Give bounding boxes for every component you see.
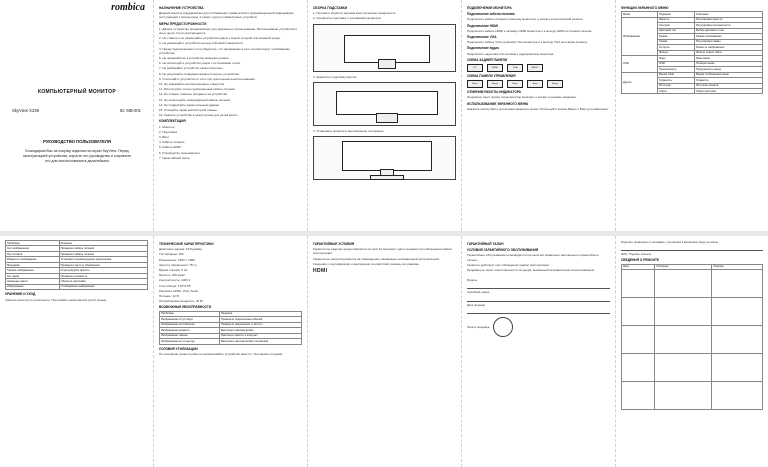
table-cell: Размытое изображение xyxy=(6,257,60,262)
section-text: Подключите кабель питания к разъёму монитора, а затем к электрической розетке. xyxy=(467,17,584,22)
table-cell: Резкость изображения xyxy=(695,45,763,50)
table-cell: Сброс xyxy=(658,88,695,93)
table-cell: Фильтр xyxy=(658,50,695,55)
list-item: 16. Храните устройство в недоступном для детей месте. xyxy=(159,113,239,118)
stand-illustration xyxy=(376,113,398,123)
section-heading: СБОРКА ПОДСТАВКИ xyxy=(313,6,348,10)
table-row xyxy=(622,270,763,298)
table-cell: Режим xyxy=(658,34,695,39)
troubleshooting-table xyxy=(5,240,148,290)
table-cell: Язык xyxy=(658,56,695,61)
list-item: 8. Не допускайте попадания жидкости внутрь устройства. xyxy=(159,71,240,76)
cover-guide-title: РУКОВОДСТВО ПОЛЬЗОВАТЕЛЯ xyxy=(43,139,111,144)
form-label-model: Модель xyxy=(467,278,478,283)
section-text: Подключите наушники или колонки к аудиоразъёму монитора. xyxy=(467,51,555,56)
section-text: Изделие проверено и исправно, претензий к внешнему виду не имею. xyxy=(621,240,719,244)
table-header-cell: Решение xyxy=(59,241,147,246)
list-item: Диагональ экрана: 23,8 дюйма xyxy=(159,247,202,252)
table-cell: Сбросьте настройки xyxy=(59,279,147,284)
table-cell: Язык меню xyxy=(695,56,763,61)
table-cell: Источник сигнала xyxy=(695,83,763,88)
purpose-safety-panel xyxy=(154,0,308,231)
specifications-panel xyxy=(154,236,308,467)
form-line[interactable] xyxy=(467,296,610,302)
table-cell: Тёмное изображение xyxy=(6,268,60,273)
table-cell[interactable] xyxy=(655,354,712,382)
table-cell: Проверьте кабель сигнала xyxy=(59,251,147,256)
table-cell[interactable] xyxy=(622,298,655,326)
button-auto: Auto xyxy=(527,80,543,88)
stamp-circle xyxy=(493,317,513,337)
table-cell: Время OSD xyxy=(658,72,695,77)
list-item: 4. Кабель питания xyxy=(159,140,185,145)
table-cell[interactable] xyxy=(712,382,763,410)
table-cell: Неверные цвета xyxy=(6,279,60,284)
hdmi-logo: HDMI xyxy=(313,268,328,275)
monitor-illustration xyxy=(336,91,438,115)
section-text: Нажмите кнопку Menu для вызова экранного меню. Используйте кнопки Вверх и Вниз для навигации. xyxy=(467,106,609,111)
list-item: 1. Монитор xyxy=(159,124,175,129)
list-item: 3. Не размещайте устройство на неустойчивой поверхности. xyxy=(159,41,244,46)
table-cell: Проверьте подключение кабелей xyxy=(219,317,301,322)
cover-model: SkyView X238 xyxy=(12,108,39,113)
table-cell: Нет изображения xyxy=(6,246,60,251)
section-heading: ГАРАНТИЙНЫЕ УСЛОВИЯ xyxy=(313,242,355,246)
list-item: Потребляемая мощность: 30 Вт xyxy=(159,299,204,304)
warranty-terms-panel xyxy=(308,236,462,467)
cover-id-code: ID: MB-001 xyxy=(119,108,141,113)
section-text: Храните монитор в сухом месте. Протирайте экран мягкой сухой тканью. xyxy=(5,297,108,302)
table-cell: Яркость xyxy=(658,17,695,22)
section-text: По окончании срока службы не выбрасывайте устройство вместе с бытовыми отходами. xyxy=(159,351,284,356)
list-item: Контрастность: 1000:1 xyxy=(159,278,191,283)
table-cell: Нет звука xyxy=(6,273,60,278)
form-label-date: Дата продажи xyxy=(467,302,486,307)
list-item: 9. Отключайте устройство от сети при длительном неиспользовании. xyxy=(159,76,256,81)
table-cell[interactable] xyxy=(622,354,655,382)
table-cell: Изображение нестабильно xyxy=(160,322,220,327)
table-cell: Отображение информации xyxy=(59,284,147,289)
list-item: 3. Винт xyxy=(159,135,170,140)
monitor-illustration xyxy=(342,141,432,171)
cover-title: КОМПЬЮТЕРНЫЙ МОНИТОР xyxy=(38,89,116,95)
section-text: Подключите кабель VGA к разъёму VGA монитора и к выходу VGA источника сигнала. xyxy=(467,40,588,45)
repair-table xyxy=(621,264,763,410)
table-cell: Увеличьте яркость и контраст xyxy=(219,333,301,338)
table-cell[interactable] xyxy=(655,298,712,326)
list-item: 14. Не подвергайте экран сильным ударам. xyxy=(159,102,220,107)
list-item: 4. Перед подключением к сети убедитесь, что напряжение в сети соответствует требованиям устройства. xyxy=(159,46,290,55)
table-cell: Регулировка яркости xyxy=(695,17,763,22)
list-item: 7. Гарантийный талон xyxy=(159,155,190,160)
list-item: 1. Данное устройство предназначено для домашнего использования. Использование устройства в иных целях строго воспрещается. xyxy=(159,26,297,36)
section-text: Гарантия действует при соблюдении правил эксплуатации. xyxy=(467,262,550,267)
table-header-cell: Дата xyxy=(622,264,655,269)
section-heading: ФУНКЦИИ ЭКРАННОГО МЕНЮ xyxy=(621,6,669,10)
list-item: Частота обновления: 75 Гц xyxy=(159,262,197,267)
table-row xyxy=(622,354,763,382)
table-cell[interactable] xyxy=(622,270,655,298)
table-group-cell: Другое xyxy=(622,72,658,94)
section-heading: ХРАНЕНИЕ И УХОД xyxy=(5,292,36,297)
list-item: 2. Подставка xyxy=(159,129,177,134)
table-header-cell: Подменю xyxy=(658,12,695,17)
section-text: Подключите кабель HDMI к разъёму HDMI монитора и к выходу HDMI источника сигнала. xyxy=(467,28,593,33)
table-cell: Проверьте разрешение и частоту xyxy=(219,322,301,327)
list-item: 11. Используйте только оригинальный кабель питания. xyxy=(159,87,236,92)
assembly-diagram-3 xyxy=(313,136,456,180)
table-cell: Сброс настроек xyxy=(695,88,763,93)
list-item: Разрешение: 1920 × 1080 xyxy=(159,257,195,262)
list-item: 7. Не разбирайте устройство самостоятельно. xyxy=(159,66,224,71)
section-heading: УСЛОВИЯ УТИЛИЗАЦИИ xyxy=(159,346,198,351)
stand-illustration xyxy=(378,59,396,69)
form-line[interactable] xyxy=(467,283,610,289)
section-text: Гарантия не распространяется на повреждения, вызванные неправильной эксплуатацией. xyxy=(313,256,440,261)
form-line[interactable] xyxy=(467,308,610,314)
section-heading: ПОДКЛЮЧЕНИЕ МОНИТОРА xyxy=(467,6,512,10)
list-item: Углы обзора: 178°/178° xyxy=(159,283,192,288)
port-dc: DC xyxy=(467,64,483,72)
table-cell: Источник xyxy=(658,83,695,88)
button-up: Вверх xyxy=(487,80,503,88)
sub-heading: Подключение аудио xyxy=(467,46,500,51)
table-cell[interactable] xyxy=(712,326,763,354)
table-header-cell: Проблема xyxy=(6,241,60,246)
button-menu: Menu xyxy=(467,80,483,88)
button-down: Вниз xyxy=(507,80,523,88)
table-cell: Прозрачность меню xyxy=(695,67,763,72)
troubleshooting-panel xyxy=(0,236,154,467)
table-header-cell: Описание xyxy=(695,12,763,17)
list-item: Тип матрицы: IPS xyxy=(159,252,184,257)
list-item: Питание: 12 В xyxy=(159,294,179,299)
table-cell[interactable] xyxy=(712,298,763,326)
section-heading: КОМПЛЕКТАЦИЯ xyxy=(159,119,186,124)
assembly-diagram-1 xyxy=(313,24,456,72)
list-item: 6. Руководство пользователя xyxy=(159,150,200,155)
osd-functions-table xyxy=(621,11,763,94)
form-label-serial: Серийный номер xyxy=(467,290,490,295)
section-heading: МЕРЫ ПРЕДОСТОРОЖНОСТИ xyxy=(159,21,207,26)
control-buttons-diagram xyxy=(467,80,610,88)
table-cell: Громкость xyxy=(658,78,695,83)
table-cell: Отрегулируйте яркость xyxy=(59,268,147,273)
table-cell: OSD xyxy=(658,61,695,66)
list-item: Разъёмы: HDMI, VGA, Audio xyxy=(159,288,199,293)
table-cell: Контраст xyxy=(658,23,695,28)
step-text: 2. Соедините подставку с основанием монитора. xyxy=(313,16,382,21)
list-item: 2. Не ставьте и не размещайте устройство рядом с водой, в сырой или влажной среде. xyxy=(159,36,281,41)
safety-rules-list xyxy=(159,27,302,118)
button-power: Power xyxy=(547,80,563,88)
sub-heading: УСЛОВИЯ ГАРАНТИЙНОГО ОБСЛУЖИВАНИЯ xyxy=(467,248,539,253)
connection-panel xyxy=(462,0,616,231)
table-cell: Позиция меню xyxy=(695,61,763,66)
section-text: Гарантийное обслуживание производится при наличии правильно заполненного гарантийного талона. xyxy=(467,253,599,262)
sub-heading: ОТМЕНИМ РАБОТЫ ИНДИКАТОРА xyxy=(467,90,521,95)
section-heading: СВЕДЕНИЯ О РЕМОНТЕ xyxy=(621,258,660,263)
table-row xyxy=(622,382,763,410)
table-cell[interactable] xyxy=(655,326,712,354)
section-text: Гарантия на изделие предоставляется на срок 12 месяцев с даты продажи при соблюдении правил эксплуатации. xyxy=(313,247,453,256)
port-vga: VGA xyxy=(507,64,523,72)
section-heading: НАЗНАЧЕНИЕ УСТРОЙСТВА xyxy=(159,6,204,10)
section-text: Продавец не несёт ответственности за ущерб, вызванный неправильным использованием. xyxy=(467,268,595,273)
step-text: 1. Положите монитор экраном вниз на мягкую поверхность. xyxy=(313,11,397,16)
table-cell: Фильтр синего света xyxy=(695,50,763,55)
sub-heading: Подключение VGA xyxy=(467,35,497,40)
table-cell: Изображение не по центру xyxy=(160,339,220,344)
table-cell: Выполните автонастройку положения xyxy=(219,339,301,344)
table-group-cell: Изображение xyxy=(622,17,658,55)
list-item: 12. Не ставьте тяжелые предметы на устройство. xyxy=(159,92,229,97)
table-cell: Проверьте громкость xyxy=(59,273,147,278)
list-item: 15. Очищайте экран мягкой сухой тканью. xyxy=(159,108,218,113)
table-cell: Проверьте частоту обновления xyxy=(59,262,147,267)
table-cell: Информация xyxy=(6,284,60,289)
table-cell: Проверьте кабель питания xyxy=(59,246,147,251)
table-cell: Выполните автонастройку xyxy=(219,328,301,333)
table-row xyxy=(6,284,148,289)
table-cell[interactable] xyxy=(622,382,655,410)
table-row xyxy=(622,298,763,326)
table-row xyxy=(160,339,302,344)
table-cell: Изображение размыто xyxy=(160,328,220,333)
table-header-cell: Подпись xyxy=(712,264,763,269)
stamp-area xyxy=(467,317,610,337)
warranty-card-panel xyxy=(462,236,616,467)
sub-heading: ИСПОЛЬЗОВАНИЕ ЭКРАННОГО МЕНЮ xyxy=(467,101,529,106)
table-header-cell: Меню xyxy=(622,12,658,17)
table-cell: Прозрачность xyxy=(658,67,695,72)
table-cell: Время отображения меню xyxy=(695,72,763,77)
table-cell: Острота xyxy=(658,45,695,50)
table-cell: Гамма xyxy=(658,39,695,44)
assembly-diagram-2 xyxy=(313,82,456,126)
port-audio: AUDIO xyxy=(527,64,543,72)
table-header-cell: Проблема xyxy=(160,311,220,316)
signature-line[interactable] xyxy=(621,245,763,251)
rear-ports-diagram xyxy=(467,64,610,72)
section-text: Данный монитор предназначен для отображения графической и информационной информации, поступающей с компьютера, а также с других совместимых устройств. xyxy=(159,11,295,20)
stand-assembly-panel xyxy=(308,0,462,231)
repair-records-panel xyxy=(616,236,768,467)
section-heading: ГАРАНТИЙНЫЙ ТАЛОН xyxy=(467,242,504,246)
kit-list xyxy=(159,125,302,160)
table-cell: Мерцание xyxy=(6,262,60,267)
osd-functions-panel xyxy=(616,0,768,231)
table-cell: Режим изображения xyxy=(695,34,763,39)
table-row xyxy=(622,326,763,354)
table-cell: Изображение отсутствует xyxy=(160,317,220,322)
list-item: 5. Кабель HDMI xyxy=(159,145,181,150)
sub-heading: СХЕМА ПАНЕЛИ УПРАВЛЕНИЯ xyxy=(467,74,516,79)
list-item: 13. Не используйте повреждённый кабель питания. xyxy=(159,97,231,102)
table-cell: Выбор цветового тона xyxy=(695,28,763,33)
table-header-cell: Описание xyxy=(655,264,712,269)
table-cell: Установите рекомендуемое разрешение xyxy=(59,257,147,262)
table-cell[interactable] xyxy=(622,326,655,354)
list-item: Время отклика: 5 мс xyxy=(159,268,188,273)
sub-heading: СХЕМА ЗАДНЕЙ ПАНЕЛИ xyxy=(467,57,508,62)
table-group-cell: OSD xyxy=(622,56,658,72)
sub-heading: Подключение HDMI xyxy=(467,23,498,28)
section-text: Индикатор горит синим, когда монитор включён, и мигает в режиме ожидания. xyxy=(467,95,577,100)
list-item: 10. Не закрывайте вентиляционные отверстия. xyxy=(159,82,225,87)
brand-logo: rombica xyxy=(111,2,145,13)
faults-table xyxy=(159,311,302,345)
manual-back-sheet xyxy=(0,236,768,467)
warranty-form xyxy=(467,278,610,337)
list-item: 6. Не используйте устройство рядом с источниками тепла. xyxy=(159,61,241,66)
form-label-stamp: Печать продавца xyxy=(467,324,490,329)
table-cell: Регулировка контрастности xyxy=(695,23,763,28)
specs-list xyxy=(159,247,302,303)
table-header-cell: Решение xyxy=(219,311,301,316)
table-cell: Изображение тёмное xyxy=(160,333,220,338)
section-heading: ВОЗМОЖНЫЕ НЕИСПРАВНОСТИ xyxy=(159,305,212,310)
list-item: Яркость: 250 кд/м² xyxy=(159,273,185,278)
table-cell: Регулировка гаммы xyxy=(695,39,763,44)
step-text: 3. Закрепите подставку винтом. xyxy=(313,74,358,79)
cover-thanks-text: Благодарим Вас за покупку изделия на серии SkyView. Перед эксплуатацией устройства, изучите это руководство и сохраните его для использования в дальнейшем xyxy=(22,149,132,163)
list-item: 5. Не прикасайтесь к устройству мокрыми руками. xyxy=(159,56,230,61)
step-text: 4. Установите монитор в вертикальное положение. xyxy=(313,128,385,133)
manual-front-sheet xyxy=(0,0,768,231)
table-cell: Громкость xyxy=(695,78,763,83)
section-heading: ТЕХНИЧЕСКИЕ ХАРАКТЕРИСТИКИ xyxy=(159,242,214,246)
sub-heading: Подключение кабеля питания xyxy=(467,12,515,17)
table-cell: Нет сигнала xyxy=(6,251,60,256)
signature-label: ФИО, Подпись клиента xyxy=(621,252,652,257)
table-cell: Цветовой тон xyxy=(658,28,695,33)
cover-panel xyxy=(0,0,154,231)
stand-base-illustration xyxy=(370,175,404,180)
table-cell[interactable] xyxy=(655,270,712,298)
table-cell[interactable] xyxy=(712,354,763,382)
section-text: Сведения о сертификации и декларации соответствия указаны на упаковке. xyxy=(313,261,420,266)
port-hdmi: HDMI xyxy=(487,64,503,72)
table-cell[interactable] xyxy=(655,382,712,410)
table-cell[interactable] xyxy=(712,270,763,298)
